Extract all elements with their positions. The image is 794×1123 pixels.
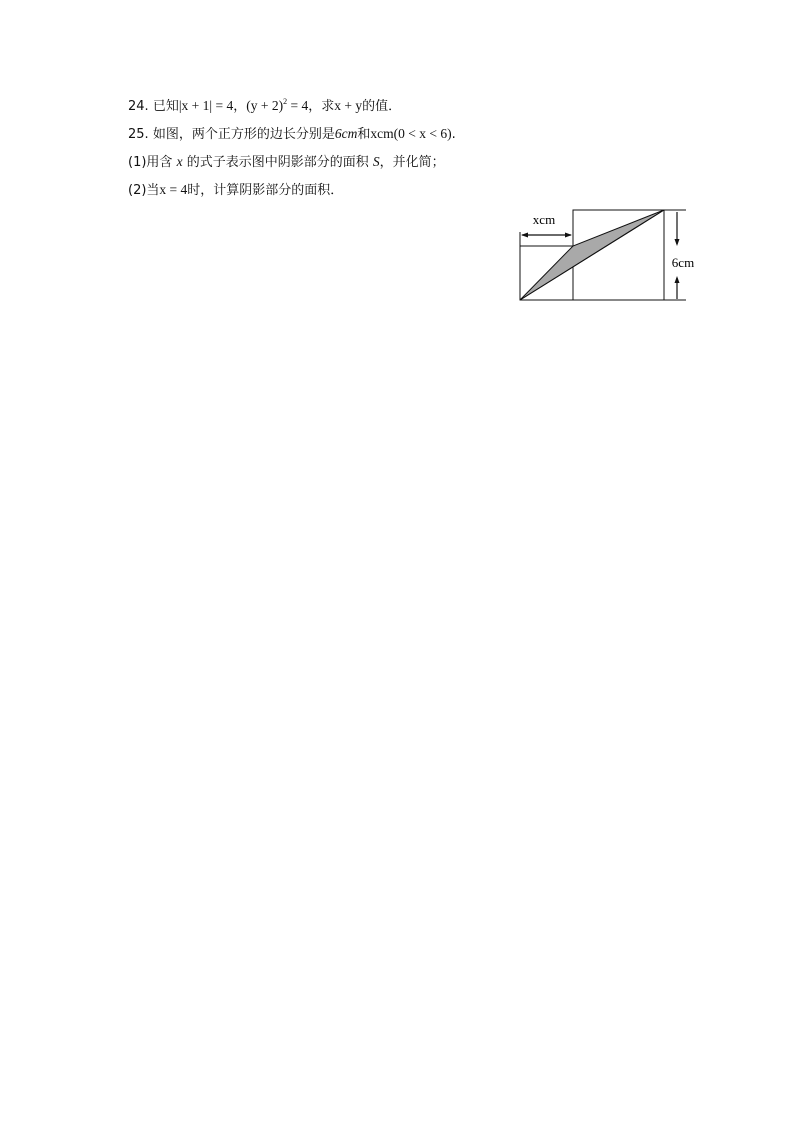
question-text: 的式子表示图中阴影部分的面积 bbox=[186, 155, 369, 170]
question-25 bbox=[128, 125, 456, 144]
question-text: ，并化简； bbox=[379, 155, 445, 170]
math-expression: x = 4 bbox=[159, 182, 188, 197]
question-text: 如图，两个正方形的边长分别是 bbox=[152, 127, 335, 142]
math-expression: x + y bbox=[334, 98, 363, 113]
math-expression: |x + 1| = 4 bbox=[178, 98, 234, 113]
question-number: 24. bbox=[128, 99, 149, 114]
question-text: 时，计算阴影部分的面积． bbox=[187, 183, 344, 198]
question-text: (2)当 bbox=[128, 183, 160, 198]
question-25-part-1 bbox=[128, 153, 445, 172]
question-text: (1)用含 bbox=[128, 155, 173, 170]
question-25-part-2 bbox=[128, 181, 343, 200]
question-text: 已知 bbox=[152, 99, 179, 114]
math-expression: $(y + 2)^2 = 4$ bbox=[246, 96, 309, 113]
arrowhead-left-icon bbox=[521, 233, 528, 238]
six-label: 6cm bbox=[671, 255, 695, 270]
arrowhead-right-icon bbox=[565, 233, 572, 238]
arrowhead-up-icon bbox=[675, 276, 680, 283]
question-number: 25. bbox=[128, 127, 149, 142]
squares-figure bbox=[510, 204, 700, 308]
question-text: 的值． bbox=[362, 99, 402, 114]
x-label: xcm bbox=[532, 212, 556, 227]
math-variable: x bbox=[176, 154, 183, 169]
math-expression: 6cm bbox=[334, 126, 358, 141]
arrowhead-down-icon bbox=[675, 239, 680, 246]
question-text: ，求 bbox=[308, 99, 335, 114]
question-text: . bbox=[451, 127, 456, 142]
question-24 bbox=[128, 97, 401, 116]
question-text: ， bbox=[233, 99, 247, 114]
question-text: 和 bbox=[357, 127, 371, 142]
math-variable: S bbox=[372, 154, 380, 169]
math-expression: xcm(0 < x < 6) bbox=[370, 126, 452, 141]
